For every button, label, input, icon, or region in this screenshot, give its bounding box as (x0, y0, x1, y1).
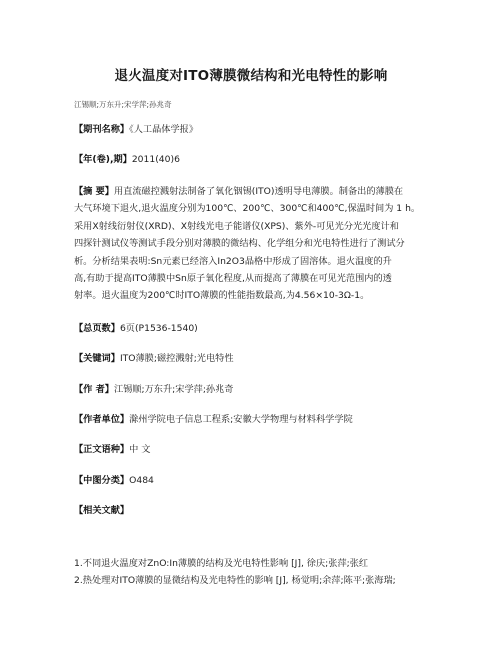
authors-value: 江锡顺;万东升;宋学萍;孙兆奇 (113, 384, 234, 395)
abstract-line: 射率。退火温度为200℃时ITO薄膜的性能指数最高,为4.56×10-3Ω-1。 (74, 290, 370, 302)
keywords-label: 【关键词】 (74, 353, 120, 364)
abstract-text: 用直流磁控溅射法制备了氧化铟锡(ITO)透明导电薄膜。制备出的薄膜在 (113, 186, 404, 197)
related-literature-heading (74, 502, 434, 520)
abstract-line: 高,有助于提高ITO薄膜中Sn原子氧化程度,从而提高了薄膜在可见光范围内的透 (74, 273, 392, 285)
year-issue-label: 【年(卷),期】 (74, 154, 132, 165)
pages-field (74, 320, 434, 338)
author-list: 江锡顺;万东升;宋学萍;孙兆奇 (74, 100, 172, 109)
abstract-line: 析。分析结果表明:Sn元素已经溶入In2O3晶格中形成了固溶体。退火温度的升 (74, 255, 392, 267)
language-field (74, 441, 434, 459)
keywords-value: ITO薄膜;磁控溅射;光电特性 (119, 353, 234, 364)
affiliation-field (74, 411, 434, 429)
related-item[interactable]: 1.不同退火温度对ZnO:In薄膜的结构及光电特性影响 [J], 徐庆;张萍;张红 (74, 558, 369, 569)
classification-field (74, 472, 434, 490)
abstract-block (74, 183, 436, 305)
language-value: 中 文 (129, 444, 151, 455)
pages-label: 【总页数】 (74, 323, 120, 334)
abstract-line: 四探针测试仪等测试手段分别对薄膜的微结构、化学组分和光电特性进行了测试分 (74, 238, 405, 250)
authors-field (74, 381, 434, 399)
classification-value: O484 (129, 475, 154, 486)
keywords-field (74, 350, 434, 368)
journal-label: 【期刊名称】 (74, 124, 130, 135)
affiliation-value: 滁州学院电子信息工程系;安徽大学物理与材料科学学院 (129, 414, 353, 425)
pages-value: 6页(P1536-1540) (119, 323, 198, 334)
journal-field (74, 121, 434, 139)
abstract-line (74, 183, 436, 200)
authors-label: 【作 者】 (74, 384, 114, 395)
year-issue-value: 2011(40)6 (131, 154, 180, 165)
year-issue-field (74, 151, 434, 169)
document-title: 退火温度对ITO薄膜微结构和光电特性的影响 (114, 68, 388, 84)
abstract-line: 大气环境下退火,退火温度分别为100℃、200℃、300℃和400℃,保温时间为 1 h。 (74, 203, 421, 215)
related-label: 【相关文献】 (74, 505, 130, 516)
classification-label: 【中图分类】 (74, 475, 130, 486)
related-literature-list (74, 555, 454, 589)
language-label: 【正文语种】 (74, 444, 130, 455)
journal-value: 《人工晶体学报》 (129, 124, 199, 135)
related-item[interactable]: 2.热处理对ITO薄膜的显微结构及光电特性的影响 [J], 杨觉明;余萍;陈平;张海瑞; (74, 575, 396, 586)
abstract-label: 【摘 要】 (74, 186, 114, 197)
abstract-line: 采用X射线衍射仪(XRD)、X射线光电子能谱仪(XPS)、紫外-可见光分光光度计和 (74, 220, 399, 232)
affiliation-label: 【作者单位】 (74, 414, 130, 425)
